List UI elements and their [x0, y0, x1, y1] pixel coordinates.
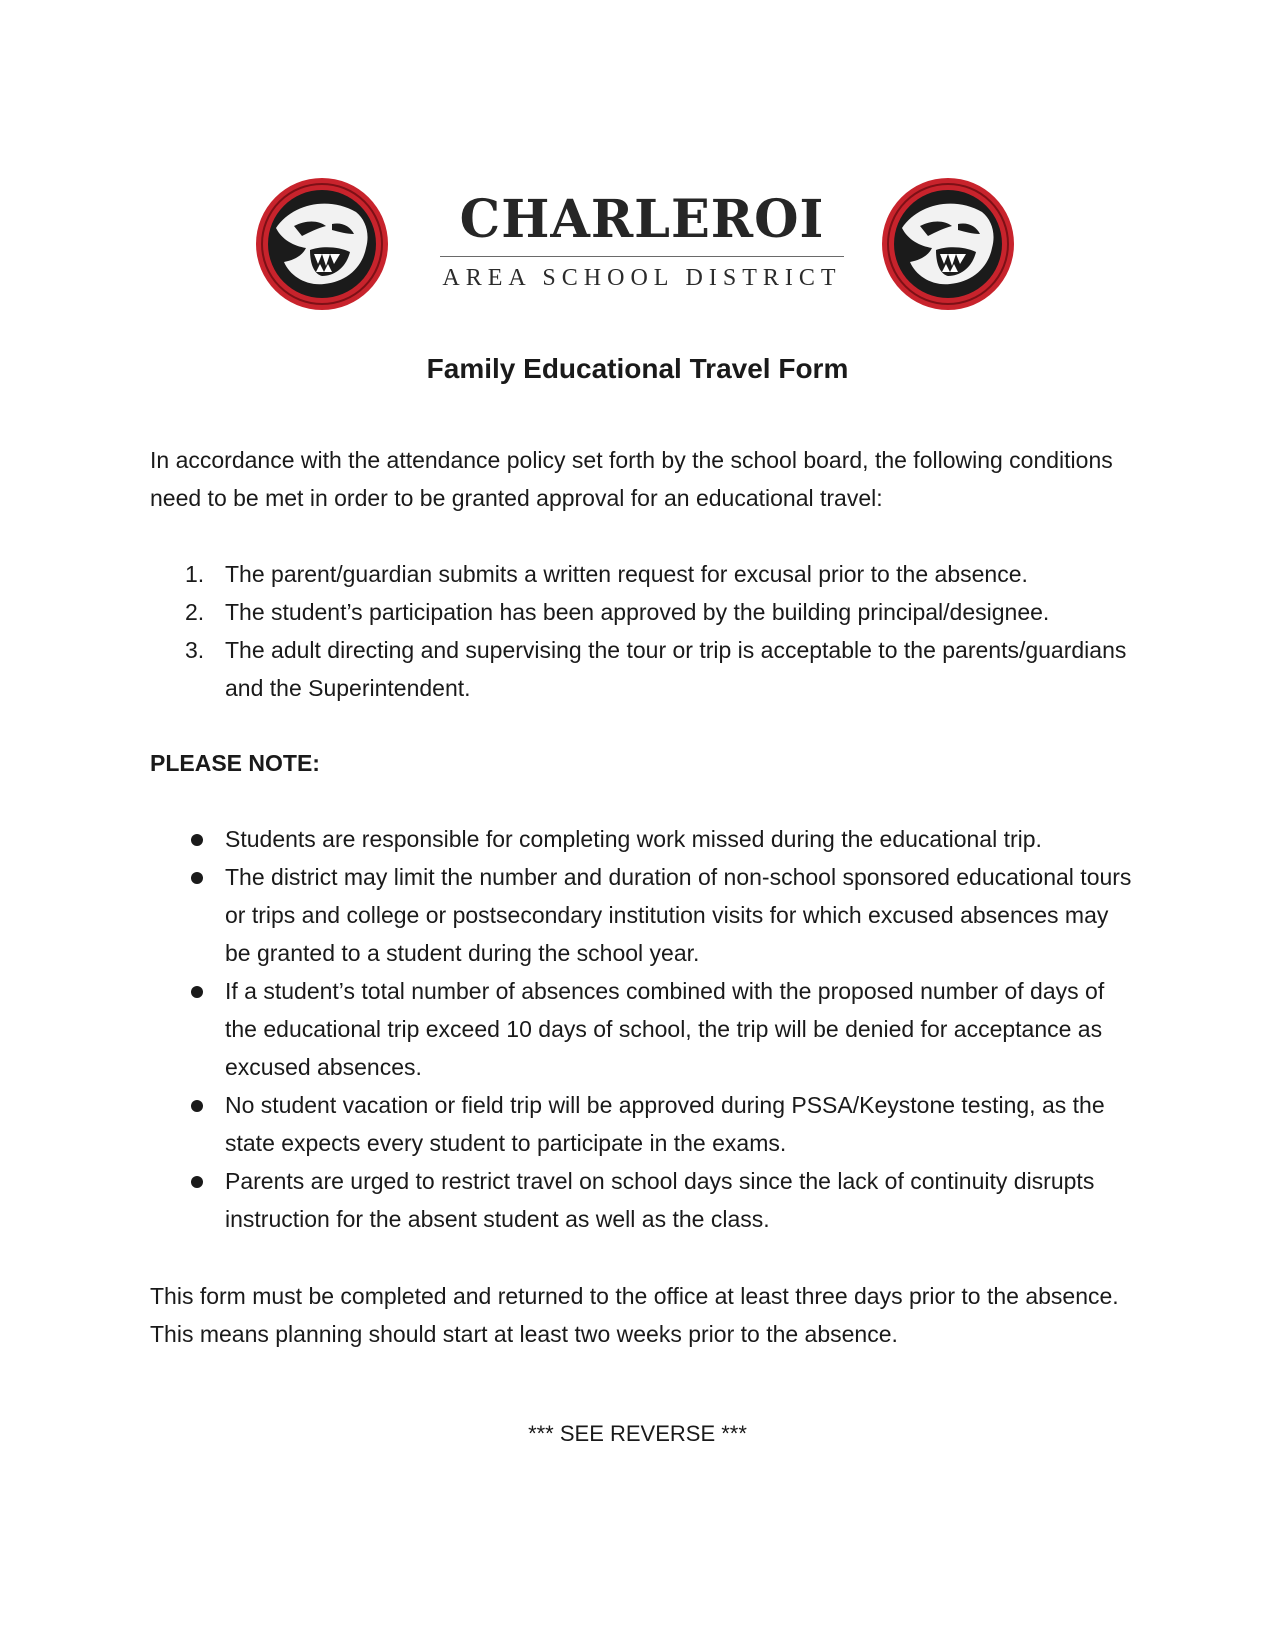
requirement-number: 3.	[185, 637, 205, 663]
see-reverse-note: *** SEE REVERSE ***	[528, 1421, 747, 1446]
note-item	[150, 972, 1140, 1086]
note-text: The district may limit the number and duration of non-school sponsored educational tours or trips and college or postsecondary institution visits for which excused absences may be granted to a student during the school year.	[225, 864, 1132, 966]
cougar-emblem-icon	[254, 176, 390, 312]
requirements-list	[150, 555, 1140, 707]
requirement-text: The student’s participation has been approved by the building principal/designee.	[225, 599, 1050, 625]
form-title: Family Educational Travel Form	[426, 353, 849, 384]
requirement-text: The adult directing and supervising the tour or trip is acceptable to the parents/guardians and the Superintendent.	[225, 637, 1127, 701]
intro-paragraph: In accordance with the attendance policy set forth by the school board, the following conditions need to be met in order to be granted approval for an educational travel:	[150, 447, 1113, 511]
requirement-item	[150, 593, 1140, 631]
cougar-emblem-icon	[880, 176, 1016, 312]
closing-paragraph: This form must be completed and returned to the office at least three days prior to the absence. This means planning should start at least two weeks prior to the absence.	[150, 1283, 1119, 1347]
note-item	[150, 858, 1140, 972]
note-item	[150, 820, 1140, 858]
district-logo-header	[0, 172, 1275, 317]
note-text: Students are responsible for completing work missed during the educational trip.	[225, 826, 1042, 852]
requirement-text: The parent/guardian submits a written request for excusal prior to the absence.	[225, 561, 1028, 587]
please-note-heading: PLEASE NOTE:	[150, 750, 320, 776]
note-text: Parents are urged to restrict travel on school days since the lack of continuity disrupts instruction for the absent student as well as the class.	[225, 1168, 1095, 1232]
note-text: No student vacation or field trip will be approved during PSSA/Keystone testing, as the state expects every student to participate in the exams.	[225, 1092, 1105, 1156]
wordmark-divider	[440, 256, 844, 257]
requirement-number: 1.	[185, 561, 205, 587]
notes-list	[150, 820, 1140, 1238]
district-name: CHARLEROI	[459, 189, 825, 250]
district-subtitle: AREA SCHOOL DISTRICT	[442, 265, 842, 291]
bullet-icon	[191, 834, 203, 846]
note-item	[150, 1086, 1140, 1162]
note-text: If a student’s total number of absences combined with the proposed number of days of the educational trip exceed 10 days of school, the trip will be denied for acceptance as excused absences.	[225, 978, 1105, 1080]
district-wordmark	[438, 189, 846, 292]
requirement-number: 2.	[185, 599, 205, 625]
bullet-icon	[191, 872, 203, 884]
bullet-icon	[191, 1176, 203, 1188]
note-item	[150, 1162, 1140, 1238]
bullet-icon	[191, 1100, 203, 1112]
requirement-item	[150, 631, 1140, 707]
requirement-item	[150, 555, 1140, 593]
bullet-icon	[191, 986, 203, 998]
